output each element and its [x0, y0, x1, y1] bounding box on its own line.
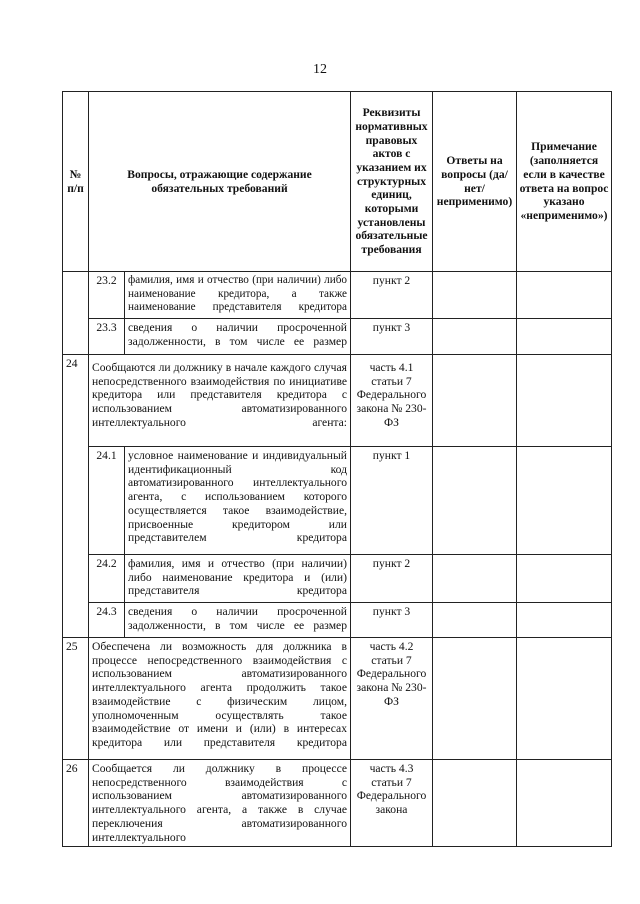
row-24-3-text: сведения о наличии просроченной задолженности, в том числе ее размер — [125, 603, 351, 638]
row-25-answer[interactable] — [433, 638, 517, 760]
row-23-3-note[interactable] — [517, 319, 612, 355]
page-number: 12 — [313, 62, 327, 77]
row-24-num: 24 — [63, 355, 89, 638]
table-row — [63, 555, 612, 603]
table-row — [63, 355, 612, 447]
table-header-row — [63, 92, 612, 272]
row-25-num: 25 — [63, 638, 89, 760]
table-row — [63, 760, 612, 847]
row-25-note[interactable] — [517, 638, 612, 760]
row-24-3-req: пункт 3 — [351, 603, 433, 638]
row-23-3-text: сведения о наличии просроченной задолженности, в том числе ее размер — [125, 319, 351, 355]
row-24-2-text: фамилия, имя и отчество (при наличии) либо наименование кредитора и (или) представителя кредитора — [125, 555, 351, 603]
table-row — [63, 638, 612, 760]
table-row — [63, 603, 612, 638]
row-24-1-answer[interactable] — [433, 447, 517, 555]
row-23-3-answer[interactable] — [433, 319, 517, 355]
row-26-note[interactable] — [517, 760, 612, 847]
row-24-answer[interactable] — [433, 355, 517, 447]
row-23-2-note[interactable] — [517, 272, 612, 319]
row-24-1-note[interactable] — [517, 447, 612, 555]
row-23-2-text: фамилия, имя и отчество (при наличии) либо наименование кредитора, а также наименование представителя кредитора — [125, 272, 351, 319]
row-24-2-req: пункт 2 — [351, 555, 433, 603]
header-answers: Ответы на вопросы (да/нет/ неприменимо) — [433, 92, 517, 272]
row-25-text: Обеспечена ли возможность для должника в процессе непосредственного взаимодействия с использованием автоматизированного интеллектуального агента продолжить такое взаимодействие с физическим лицом, уполномоченным осуществлять такое взаимодействие от имени и (или) в интересах кредитора или представителя кредитора — [89, 638, 351, 760]
table-row — [63, 319, 612, 355]
header-note: Примечание (заполняется если в качестве ответа на вопрос указано «неприменимо») — [517, 92, 612, 272]
table-row — [63, 272, 612, 319]
row-23-2-answer[interactable] — [433, 272, 517, 319]
row-26-req: часть 4.3 статьи 7 Федерального закона — [351, 760, 433, 847]
row-24-1-req: пункт 1 — [351, 447, 433, 555]
row-26-num: 26 — [63, 760, 89, 847]
row-24-2-answer[interactable] — [433, 555, 517, 603]
requirements-table — [62, 91, 612, 847]
row-24-note[interactable] — [517, 355, 612, 447]
table-row — [63, 447, 612, 555]
row-23-3-num: 23.3 — [89, 319, 125, 355]
row-24-text: Сообщаются ли должнику в начале каждого случая непосредственного взаимодействия по инициативе кредитора или представителя кредитора с использованием автоматизированного интеллектуального агента: — [89, 355, 351, 447]
row-26-text: Сообщается ли должнику в процессе непосредственного взаимодействия с использованием автоматизированного интеллектуального агента, а также в случае переключения автоматизированного интеллектуального — [89, 760, 351, 847]
row-24-2-note[interactable] — [517, 555, 612, 603]
row-24-req: часть 4.1 статьи 7 Федерального закона № 230-ФЗ — [351, 355, 433, 447]
row-24-1-text: условное наименование и индивидуальный идентификационный код автоматизированного интеллектуального агента, с использованием которого осуществляется такое взаимодействие, присвоенные кредитором или представителем кредитора — [125, 447, 351, 555]
row-23-num-cell — [63, 272, 89, 355]
row-24-1-num: 24.1 — [89, 447, 125, 555]
row-24-3-note[interactable] — [517, 603, 612, 638]
row-24-2-num: 24.2 — [89, 555, 125, 603]
row-24-3-num: 24.3 — [89, 603, 125, 638]
row-23-2-req: пункт 2 — [351, 272, 433, 319]
header-questions: Вопросы, отражающие содержание обязательных требований — [89, 92, 351, 272]
row-23-3-req: пункт 3 — [351, 319, 433, 355]
row-23-2-num: 23.2 — [89, 272, 125, 319]
row-24-3-answer[interactable] — [433, 603, 517, 638]
row-26-answer[interactable] — [433, 760, 517, 847]
header-requisites: Реквизиты нормативных правовых актов с указанием их структурных единиц, которыми установлены обязательные требования — [351, 92, 433, 272]
header-num: № п/п — [63, 92, 89, 272]
row-25-req: часть 4.2 статьи 7 Федерального закона № 230-ФЗ — [351, 638, 433, 760]
